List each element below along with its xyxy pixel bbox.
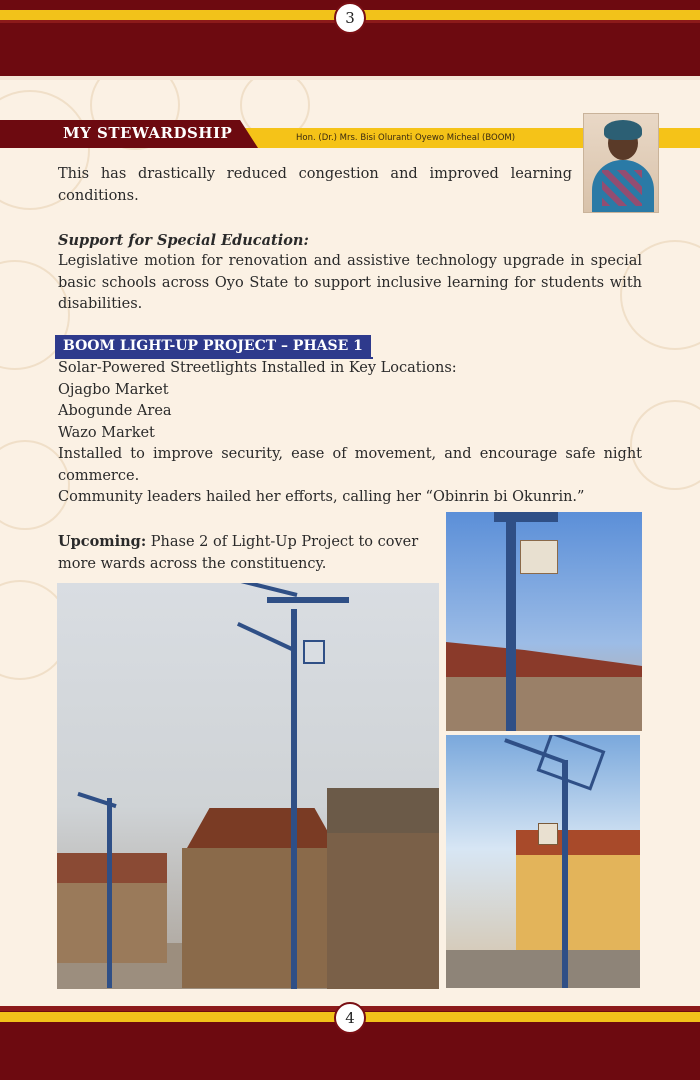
- special-education-text: Legislative motion for renovation and assistive technology upgrade in special basic schools across Oyo State to support inclusive learning for students with disabilities.: [58, 253, 642, 312]
- light-up-purpose: Installed to improve security, ease of movement, and encourage safe night commerce.: [58, 446, 642, 484]
- portrait-pattern: [602, 170, 642, 206]
- streetlight-photo-bottom-right: [446, 735, 640, 988]
- bottom-page-number: 4: [334, 1002, 366, 1034]
- section-title: MY STEWARDSHIP: [63, 124, 233, 142]
- author-portrait: [583, 113, 659, 213]
- light-up-heading: BOOM LIGHT-UP PROJECT – PHASE 1: [55, 335, 371, 357]
- upcoming-label: Upcoming:: [58, 533, 147, 550]
- light-up-line: Solar-Powered Streetlights Installed in Key Locations:: [58, 360, 457, 376]
- intro-paragraph: This has drastically reduced congestion and improved learning conditions.: [58, 166, 572, 204]
- portrait-headwrap: [604, 120, 642, 140]
- community-quote: Community leaders hailed her efforts, calling her “Obinrin bi Okunrin.”: [58, 489, 585, 505]
- upcoming-text: Phase 2 of Light-Up Project to cover more wards across the constituency.: [58, 534, 419, 572]
- streetlight-photo-main: [57, 583, 439, 989]
- author-name: Hon. (Dr.) Mrs. Bisi Oluranti Oyewo Micheal (BOOM): [296, 133, 516, 143]
- location-wazo: Wazo Market: [58, 425, 155, 441]
- location-ojagbo: Ojagbo Market: [58, 382, 169, 398]
- top-page-number: 3: [334, 2, 366, 34]
- location-abogunde: Abogunde Area: [58, 403, 172, 419]
- upcoming-paragraph: [58, 531, 428, 575]
- streetlight-photo-top-right: [446, 512, 642, 731]
- special-education-heading: Support for Special Education:: [58, 232, 309, 249]
